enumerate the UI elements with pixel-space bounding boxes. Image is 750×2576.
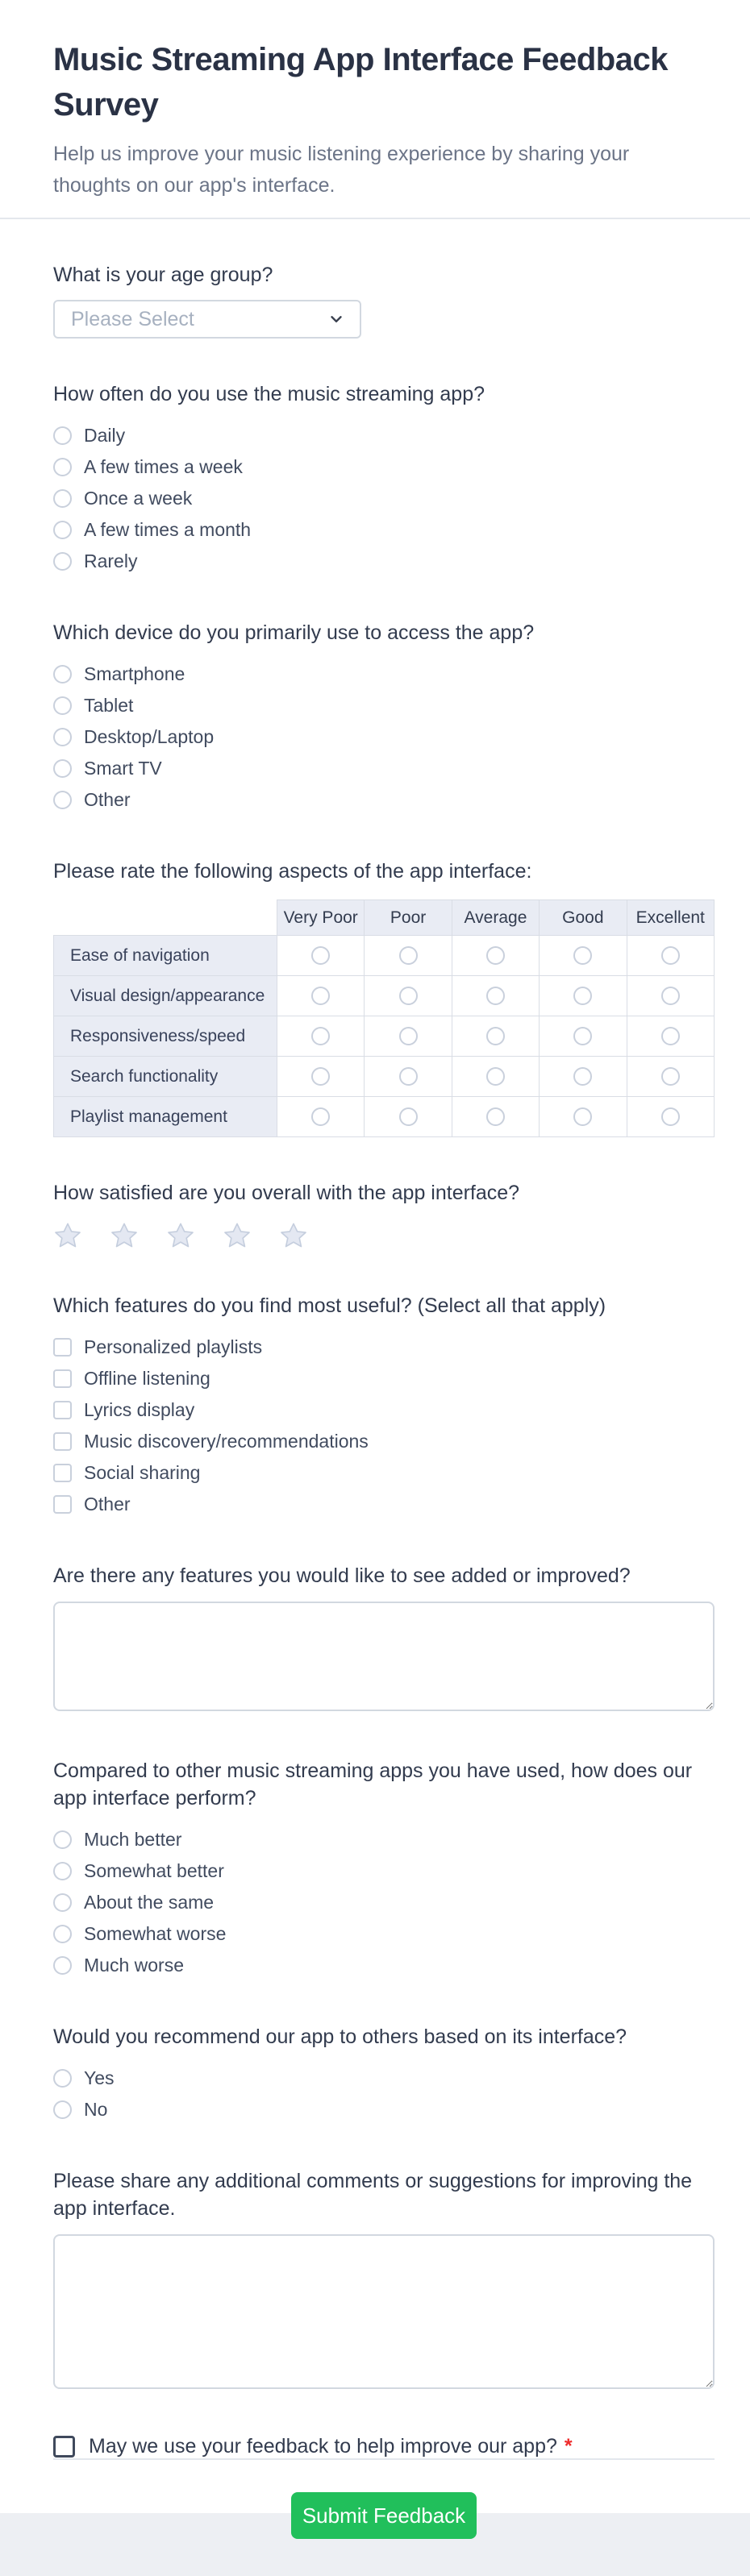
radio-option[interactable]: [53, 2063, 715, 2094]
radio-button-icon[interactable]: [311, 987, 330, 1005]
option-label: About the same: [84, 1892, 215, 1913]
star-rating: [53, 1221, 715, 1250]
radio-button-icon[interactable]: [53, 791, 72, 809]
chevron-down-icon: [327, 310, 345, 328]
submit-feedback-button[interactable]: Submit Feedback: [291, 2492, 477, 2539]
radio-button-icon[interactable]: [53, 2100, 72, 2119]
option-label: Music discovery/recommendations: [84, 1431, 369, 1452]
table-row-label: Responsiveness/speed: [54, 1016, 277, 1057]
radio-button-icon[interactable]: [573, 1107, 592, 1126]
table-radio-cell[interactable]: [277, 1016, 365, 1057]
option-label: Smart TV: [84, 758, 162, 779]
radio-button-icon[interactable]: [53, 458, 72, 476]
option-label: Lyrics display: [84, 1399, 195, 1420]
consent-checkbox-icon[interactable]: [53, 2436, 75, 2458]
option-label: Personalized playlists: [84, 1336, 263, 1357]
table-radio-cell[interactable]: [540, 1016, 627, 1057]
checkbox-option[interactable]: [53, 1394, 715, 1426]
question-label: Would you recommend our app to others based on its interface?: [53, 2025, 627, 2048]
table-radio-cell[interactable]: [627, 1057, 714, 1097]
radio-button-icon[interactable]: [53, 728, 72, 746]
table-radio-cell[interactable]: [627, 1016, 714, 1057]
radio-button-icon[interactable]: [53, 759, 72, 778]
radio-option[interactable]: [53, 1855, 715, 1887]
radio-button-icon[interactable]: [53, 489, 72, 508]
option-label: A few times a month: [84, 519, 252, 540]
comparison-options: [53, 1824, 715, 1981]
question-label: How often do you use the music streaming app?: [53, 383, 485, 405]
frequency-options: [53, 420, 715, 577]
option-label: Somewhat better: [84, 1860, 224, 1881]
table-radio-cell[interactable]: [365, 1016, 452, 1057]
radio-button-icon[interactable]: [53, 1925, 72, 1943]
submit-section: [53, 2458, 715, 2576]
improvements-textarea[interactable]: [53, 1602, 715, 1711]
table-row: [54, 1097, 715, 1137]
radio-button-icon[interactable]: [311, 946, 330, 965]
device-options: [53, 659, 715, 816]
checkbox-icon[interactable]: [53, 1464, 72, 1482]
table-radio-cell[interactable]: [452, 936, 539, 976]
page-title: Music Streaming App Interface Feedback Survey: [53, 42, 668, 123]
features-options: [53, 1332, 715, 1520]
radio-option[interactable]: [53, 721, 715, 753]
form-header: [0, 0, 750, 219]
question-label: How satisfied are you overall with the app interface?: [53, 1182, 520, 1204]
question-satisfaction: [53, 1179, 715, 1250]
consent-option[interactable]: [53, 2435, 715, 2458]
checkbox-icon[interactable]: [53, 1369, 72, 1388]
table-row: [54, 976, 715, 1016]
star-icon[interactable]: [53, 1221, 82, 1250]
radio-option[interactable]: [53, 784, 715, 816]
radio-button-icon[interactable]: [53, 2069, 72, 2088]
question-rating-table: [53, 858, 715, 1137]
table-radio-cell[interactable]: [540, 936, 627, 976]
radio-option[interactable]: [53, 1950, 715, 1981]
radio-option[interactable]: [53, 1887, 715, 1918]
table-radio-cell[interactable]: [627, 1097, 714, 1137]
radio-option[interactable]: [53, 483, 715, 514]
recommend-options: [53, 2063, 715, 2125]
page-subtitle: Help us improve your music listening experience by sharing your thoughts on our app's interface.: [53, 143, 630, 197]
option-label: Desktop/Laptop: [84, 726, 215, 747]
table-radio-cell[interactable]: [365, 1057, 452, 1097]
required-asterisk: *: [564, 2435, 573, 2458]
table-radio-cell[interactable]: [540, 1057, 627, 1097]
table-row-label: Playlist management: [54, 1097, 277, 1137]
option-label: Social sharing: [84, 1462, 201, 1483]
table-radio-cell[interactable]: [452, 1057, 539, 1097]
table-radio-cell[interactable]: [277, 936, 365, 976]
star-icon[interactable]: [223, 1221, 252, 1250]
radio-option[interactable]: [53, 690, 715, 721]
radio-button-icon[interactable]: [53, 1893, 72, 1912]
radio-button-icon[interactable]: [53, 1862, 72, 1880]
checkbox-option[interactable]: [53, 1489, 715, 1520]
table-row: [54, 1057, 715, 1097]
question-comparison: [53, 1757, 715, 1981]
table-radio-cell[interactable]: [627, 976, 714, 1016]
option-label: A few times a week: [84, 456, 243, 477]
radio-option[interactable]: [53, 420, 715, 451]
radio-button-icon[interactable]: [573, 946, 592, 965]
question-label: Please share any additional comments or suggestions for improving the app interface.: [53, 2170, 693, 2220]
table-row: [54, 936, 715, 976]
option-label: Other: [84, 789, 131, 810]
age-select[interactable]: [53, 300, 361, 339]
radio-button-icon[interactable]: [311, 1067, 330, 1086]
table-radio-cell[interactable]: [540, 976, 627, 1016]
question-label: Which features do you find most useful? (Select all that apply): [53, 1294, 606, 1317]
question-recommend: [53, 2023, 715, 2125]
radio-button-icon[interactable]: [311, 1027, 330, 1045]
table-radio-cell[interactable]: [452, 976, 539, 1016]
radio-button-icon[interactable]: [573, 1027, 592, 1045]
checkbox-icon[interactable]: [53, 1338, 72, 1357]
radio-button-icon[interactable]: [486, 987, 505, 1005]
checkbox-icon[interactable]: [53, 1432, 72, 1451]
table-radio-cell[interactable]: [277, 976, 365, 1016]
option-label: Yes: [84, 2067, 115, 2088]
checkbox-icon[interactable]: [53, 1401, 72, 1419]
consent-label: May we use your feedback to help improve our app?: [89, 2435, 557, 2458]
table-radio-cell[interactable]: [627, 936, 714, 976]
radio-option[interactable]: [53, 1918, 715, 1950]
table-radio-cell[interactable]: [365, 936, 452, 976]
table-radio-cell[interactable]: [277, 1057, 365, 1097]
question-device: [53, 619, 715, 816]
option-label: Other: [84, 1494, 131, 1514]
option-label: Rarely: [84, 551, 138, 571]
checkbox-option[interactable]: [53, 1457, 715, 1489]
question-features: [53, 1292, 715, 1520]
radio-button-icon[interactable]: [53, 1956, 72, 1975]
question-label: What is your age group?: [53, 264, 273, 286]
radio-button-icon[interactable]: [53, 552, 72, 571]
table-corner-cell: [54, 900, 277, 936]
radio-button-icon[interactable]: [399, 1107, 418, 1126]
table-radio-cell[interactable]: [277, 1097, 365, 1137]
question-comments: [53, 2167, 715, 2393]
table-radio-cell[interactable]: [452, 1097, 539, 1137]
option-label: Once a week: [84, 488, 193, 509]
radio-button-icon[interactable]: [53, 665, 72, 683]
radio-button-icon[interactable]: [399, 987, 418, 1005]
comments-textarea[interactable]: [53, 2234, 715, 2389]
radio-button-icon[interactable]: [573, 1067, 592, 1086]
option-label: Offline listening: [84, 1368, 210, 1389]
table-column-header: Excellent: [627, 900, 714, 936]
checkbox-option[interactable]: [53, 1363, 715, 1394]
checkbox-option[interactable]: [53, 1426, 715, 1457]
radio-option[interactable]: [53, 659, 715, 690]
radio-button-icon[interactable]: [53, 1830, 72, 1849]
radio-button-icon[interactable]: [661, 946, 680, 965]
table-column-header: Very Poor: [277, 900, 365, 936]
option-label: Daily: [84, 425, 126, 446]
form-content: [0, 219, 750, 2576]
radio-button-icon[interactable]: [486, 1107, 505, 1126]
radio-button-icon[interactable]: [311, 1107, 330, 1126]
option-label: Much better: [84, 1829, 182, 1850]
option-label: Somewhat worse: [84, 1923, 227, 1944]
radio-button-icon[interactable]: [661, 1107, 680, 1126]
radio-button-icon[interactable]: [399, 946, 418, 965]
question-age-group: [53, 261, 715, 339]
radio-button-icon[interactable]: [399, 1027, 418, 1045]
radio-button-icon[interactable]: [573, 987, 592, 1005]
question-improvements: [53, 1562, 715, 1715]
radio-button-icon[interactable]: [486, 1027, 505, 1045]
radio-button-icon[interactable]: [486, 946, 505, 965]
star-icon[interactable]: [110, 1221, 139, 1250]
table-radio-cell[interactable]: [365, 1097, 452, 1137]
question-label: Compared to other music streaming apps you have used, how does our app interface perform?: [53, 1760, 693, 1809]
rating-table: [53, 900, 715, 1137]
option-label: No: [84, 2099, 108, 2120]
table-radio-cell[interactable]: [365, 976, 452, 1016]
radio-button-icon[interactable]: [53, 426, 72, 445]
table-row-label: Visual design/appearance: [54, 976, 277, 1016]
radio-option[interactable]: [53, 753, 715, 784]
table-row: [54, 1016, 715, 1057]
radio-option[interactable]: [53, 451, 715, 483]
question-frequency: [53, 380, 715, 577]
table-row-label: Ease of navigation: [54, 936, 277, 976]
star-icon[interactable]: [166, 1221, 195, 1250]
radio-button-icon[interactable]: [53, 696, 72, 715]
radio-button-icon[interactable]: [661, 1027, 680, 1045]
table-radio-cell[interactable]: [452, 1016, 539, 1057]
option-label: Tablet: [84, 695, 134, 716]
star-icon[interactable]: [279, 1221, 308, 1250]
radio-option[interactable]: [53, 514, 715, 546]
table-column-header: Average: [452, 900, 539, 936]
checkbox-option[interactable]: [53, 1332, 715, 1363]
question-label: Which device do you primarily use to access the app?: [53, 621, 535, 644]
radio-option[interactable]: [53, 546, 715, 577]
select-placeholder: Please Select: [71, 307, 194, 330]
table-column-header: Good: [540, 900, 627, 936]
checkbox-icon[interactable]: [53, 1495, 72, 1514]
radio-option[interactable]: [53, 2094, 715, 2125]
question-label: Please rate the following aspects of the app interface:: [53, 860, 532, 883]
option-label: Much worse: [84, 1955, 184, 1976]
question-label: Are there any features you would like to see added or improved?: [53, 1564, 631, 1587]
radio-button-icon[interactable]: [486, 1067, 505, 1086]
radio-button-icon[interactable]: [661, 987, 680, 1005]
radio-button-icon[interactable]: [661, 1067, 680, 1086]
radio-button-icon[interactable]: [53, 521, 72, 539]
radio-option[interactable]: [53, 1824, 715, 1855]
table-row-label: Search functionality: [54, 1057, 277, 1097]
radio-button-icon[interactable]: [399, 1067, 418, 1086]
option-label: Smartphone: [84, 663, 185, 684]
table-column-header: Poor: [365, 900, 452, 936]
table-radio-cell[interactable]: [540, 1097, 627, 1137]
